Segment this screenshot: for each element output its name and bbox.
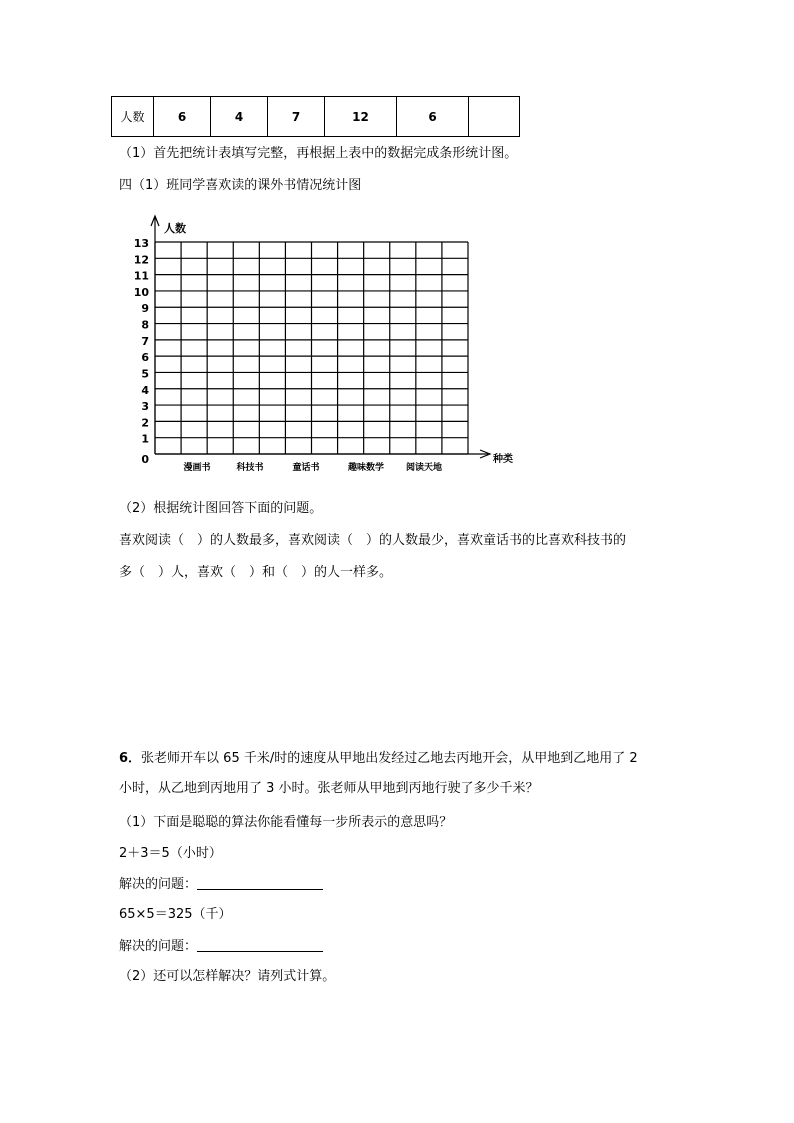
chart-title: 四（1）班同学喜欢读的课外书情况统计图 — [119, 178, 362, 193]
x-category-label: 漫画书 — [183, 463, 211, 473]
solve-label: 解决的问题： — [119, 939, 198, 954]
y-tick-label: 8 — [141, 318, 149, 332]
calculation-2: 65×5＝325（千） — [119, 907, 232, 922]
solve-row-2 — [119, 937, 323, 956]
x-axis-label: 种类 — [493, 454, 513, 465]
problem-6-sub-1: （1）下面是聪聪的算法你能看懂每一步所表示的意思吗？ — [119, 815, 453, 830]
y-tick-label: 1 — [141, 432, 149, 446]
y-tick-label: 12 — [133, 253, 149, 267]
chart-grid[interactable] — [155, 242, 468, 454]
calculation-1: 2＋3＝5（小时） — [119, 846, 222, 861]
y-tick-label: 13 — [133, 237, 149, 250]
answer-blank-1[interactable] — [197, 875, 323, 890]
solve-label: 解决的问题： — [119, 877, 198, 892]
bar-chart — [0, 0, 794, 500]
question-2-title: （2）根据统计图回答下面的问题。 — [119, 501, 323, 516]
solve-row-1 — [119, 875, 323, 894]
y-tick-label: 6 — [141, 351, 149, 365]
table-cell: 6 — [154, 97, 211, 137]
y-axis-ticks — [134, 237, 150, 466]
question-2-line-1: 喜欢阅读（ ）的人数最多，喜欢阅读（ ）的人数最少，喜欢童话书的比喜欢科技书的 — [119, 533, 627, 548]
answer-blank-2[interactable] — [197, 937, 323, 952]
y-tick-label: 2 — [141, 416, 149, 430]
question-1-instruction: （1）首先把统计表填写完整，再根据上表中的数据完成条形统计图。 — [119, 146, 518, 161]
y-tick-label: 9 — [141, 302, 149, 316]
y-tick-label: 11 — [133, 269, 149, 283]
x-category-label: 阅读天地 — [405, 463, 443, 473]
problem-6-line-1 — [119, 750, 638, 768]
x-category-label: 科技书 — [236, 463, 264, 473]
y-tick-label: 10 — [133, 285, 149, 299]
y-axis-label: 人数 — [164, 222, 186, 235]
y-tick-label: 0 — [141, 453, 149, 466]
table-cell: 12 — [325, 97, 397, 137]
y-tick-label: 7 — [141, 334, 149, 348]
y-tick-label: 5 — [141, 367, 149, 381]
table-cell: 6 — [397, 97, 469, 137]
table-cell: 4 — [211, 97, 268, 137]
table-header-cell: 人数 — [112, 97, 154, 137]
problem-6-sub-2: （2）还可以怎样解决？请列式计算。 — [119, 969, 336, 984]
table-cell: 7 — [268, 97, 325, 137]
problem-6-text: 张老师开车以 65 千米/时的速度从甲地出发经过乙地去丙地开会，从甲地到乙地用了 2 — [141, 751, 638, 766]
problem-6-line-2: 小时，从乙地到丙地用了 3 小时。张老师从甲地到丙地行驶了多少千米？ — [119, 781, 539, 796]
problem-number: 6． — [119, 751, 142, 766]
x-category-label: 趣味数学 — [347, 463, 385, 473]
x-axis-categories — [183, 461, 442, 473]
y-tick-label: 4 — [141, 383, 149, 397]
question-2-line-2: 多（ ）人，喜欢（ ）和（ ）的人一样多。 — [119, 565, 393, 580]
x-category-label: 童话书 — [292, 463, 320, 473]
y-tick-label: 3 — [141, 400, 149, 414]
